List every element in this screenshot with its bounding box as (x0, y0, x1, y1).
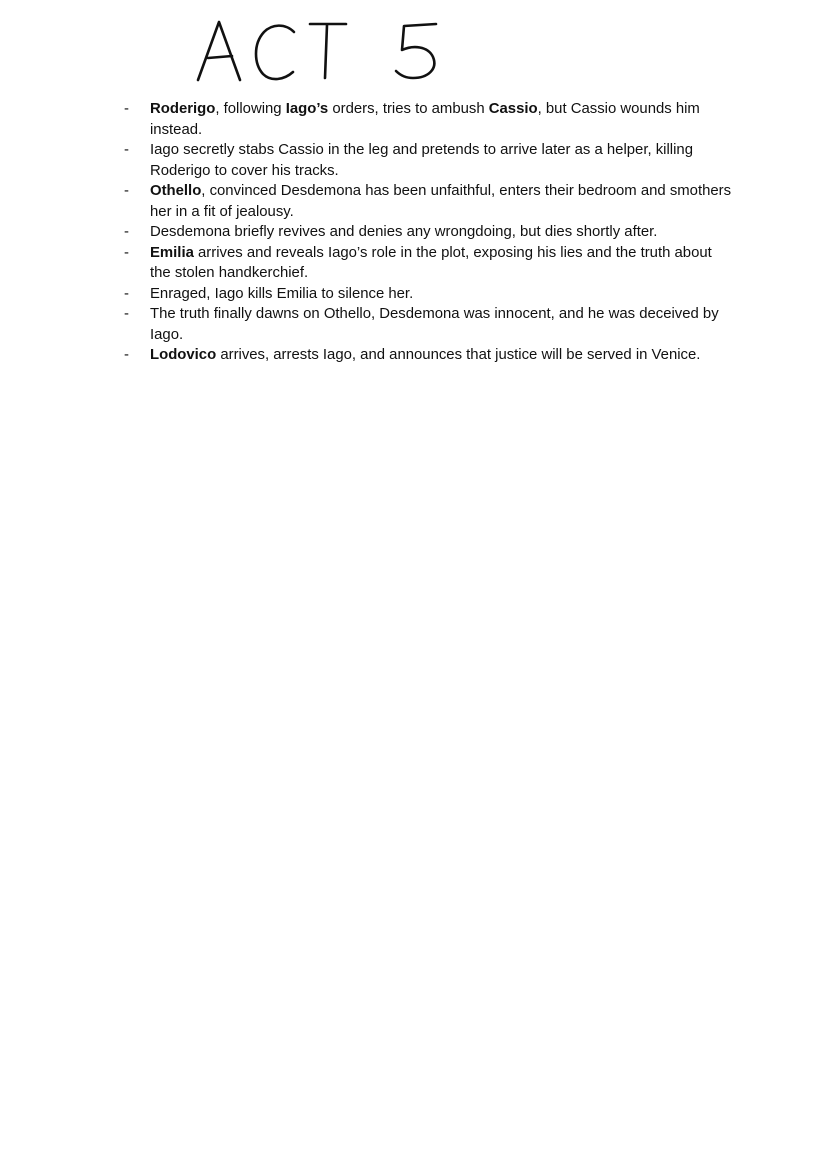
bullet-item (124, 181, 734, 222)
text-segment: The truth finally dawns on Othello, Desdemona was innocent, and he was deceived by Iago. (150, 306, 719, 343)
bullet-item (124, 345, 734, 366)
bullet-text (150, 286, 413, 302)
text-segment: orders, tries to ambush (328, 101, 489, 117)
text-segment: arrives and reveals Iago’s role in the plot, exposing his lies and the truth about the stolen handkerchief. (150, 244, 712, 281)
bold-name: Roderigo (150, 101, 216, 117)
handwritten-title-graphic (190, 14, 450, 86)
bullet-dash: - (124, 101, 129, 117)
text-segment: arrives, arrests Iago, and announces that justice will be served in Venice. (216, 347, 701, 363)
text-segment: , but Cassio wounds him instead. (150, 101, 700, 138)
bullet-text (150, 101, 700, 138)
text-segment: Iago secretly stabs Cassio in the leg and pretends to arrive later as a helper, killing Roderigo to cover his tracks. (150, 142, 693, 179)
page-title (190, 14, 450, 86)
bullet-item (124, 222, 734, 243)
bold-name: Iago’s (285, 101, 329, 117)
bold-name: Cassio (488, 101, 538, 117)
bullet-dash: - (124, 142, 129, 158)
bullet-dash: - (124, 347, 129, 363)
bullet-dash: - (124, 183, 129, 199)
bold-name: Emilia (150, 244, 194, 261)
bullet-text (150, 347, 700, 363)
page-title-text (190, 86, 191, 87)
bullet-dash: - (124, 244, 129, 261)
bullet-item (124, 304, 734, 345)
bullet-text (150, 142, 693, 179)
text-segment: , convinced Desdemona has been unfaithful, enters their bedroom and smothers her in a fit of jealousy. (150, 183, 732, 220)
bold-name: Lodovico (150, 347, 217, 363)
bullet-item (124, 140, 734, 181)
bullet-item (124, 99, 734, 140)
text-segment: , following (215, 101, 286, 117)
bullet-item (124, 284, 734, 305)
bullet-item (124, 243, 734, 284)
bullet-dash: - (124, 285, 129, 302)
bullet-text (150, 306, 719, 343)
bullet-text (150, 183, 731, 220)
bullet-text (150, 245, 712, 282)
bullet-text (150, 224, 657, 240)
bold-name: Othello (150, 183, 202, 199)
bullet-dash: - (124, 306, 129, 322)
text-segment: Enraged, Iago kills Emilia to silence her. (150, 285, 414, 302)
summary-bullet-list (124, 99, 734, 366)
text-segment: Desdemona briefly revives and denies any wrongdoing, but dies shortly after. (150, 224, 658, 240)
bullet-dash: - (124, 224, 129, 240)
